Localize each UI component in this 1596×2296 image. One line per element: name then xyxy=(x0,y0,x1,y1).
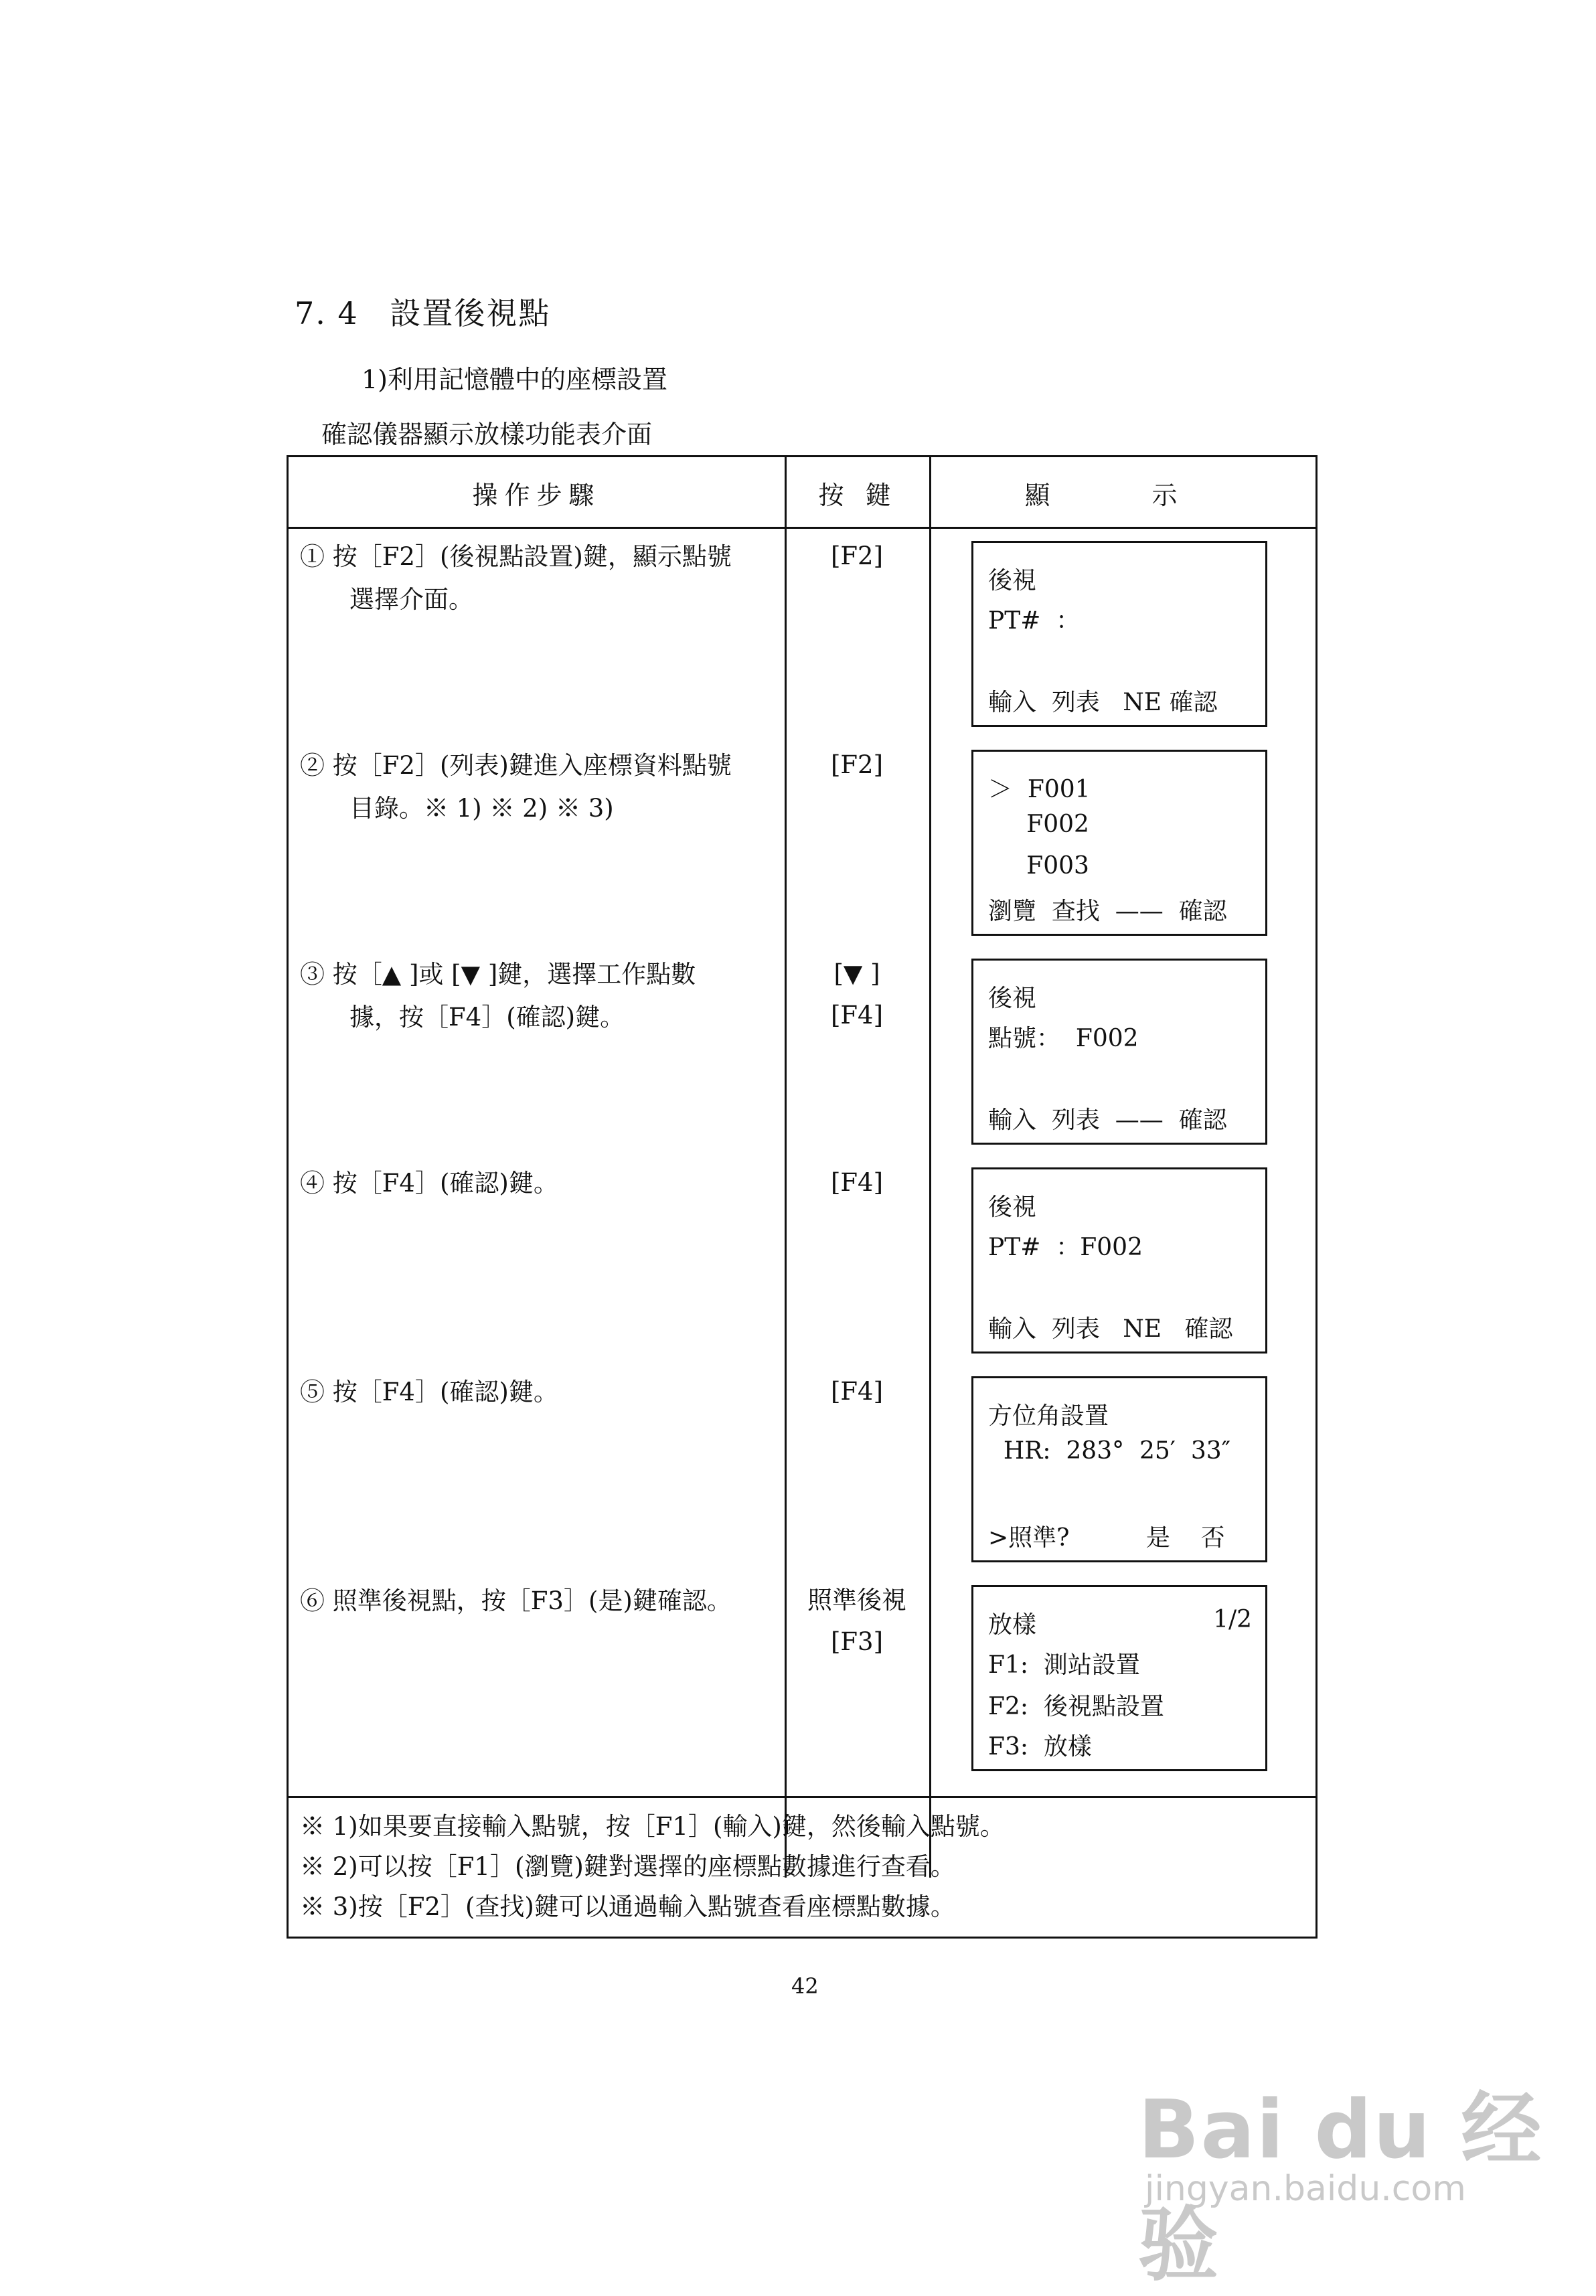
key-label: [F4] xyxy=(830,1377,884,1406)
display-line-text: PT# ：F002 xyxy=(988,1234,1143,1261)
note-3: ※ 3)按［F2］(查找)鍵可以通過輸入點號查看座標點數據。 xyxy=(300,1892,955,1921)
display-line xyxy=(988,1728,1252,1762)
display-line-text: F2: 後視點設置 xyxy=(988,1693,1164,1720)
step-text: ① 按［F2］(後視點設置)鍵，顯示點號 xyxy=(300,542,732,571)
section-heading: 設置後視點 xyxy=(390,295,551,331)
step-text: ④ 按［F4］(確認)鍵。 xyxy=(300,1169,558,1198)
note-2: ※ 2)可以按［F1］(瀏覽)鍵對選擇的座標點數據進行查看。 xyxy=(300,1852,955,1881)
display-line-text: >照準? 是 否 xyxy=(988,1524,1225,1552)
display-line xyxy=(988,562,1252,596)
display-line-text: F3: 放樣 xyxy=(988,1733,1092,1760)
step-text: 據，按［F4］(確認)鍵。 xyxy=(349,1003,625,1032)
header-keys: 按 鍵 xyxy=(818,481,898,510)
display-line-text: 點號： F002 xyxy=(988,1025,1139,1052)
display-line-text: F1: 測站設置 xyxy=(988,1651,1140,1679)
display-page-indicator: 1/2 xyxy=(1213,1606,1252,1633)
display-line xyxy=(988,1646,1252,1680)
display-line-text: F003 xyxy=(988,852,1089,880)
display-line xyxy=(988,1310,1252,1344)
display-line xyxy=(988,852,1252,880)
step-text: ⑥ 照準後視點，按［F3］(是)鍵確認。 xyxy=(300,1586,732,1615)
display-line xyxy=(988,1019,1252,1054)
display-line xyxy=(988,1188,1252,1222)
header-operation: 操作步驟 xyxy=(472,481,601,510)
display-line xyxy=(988,1519,1252,1553)
display-line-text: HR: 283° 25′ 33″ xyxy=(988,1437,1231,1465)
key-label: [F4] xyxy=(830,1001,884,1030)
display-line xyxy=(988,1228,1252,1262)
key-label: 照準後視 xyxy=(807,1586,906,1615)
display-line-text: 輸入 列表 —— 確認 xyxy=(988,1106,1227,1134)
section-title xyxy=(295,289,550,333)
display-line-text: 方位角設置 xyxy=(988,1402,1109,1430)
display-line xyxy=(988,770,1252,805)
key-label: [F4] xyxy=(830,1168,884,1197)
display-line xyxy=(988,1397,1252,1431)
display-line xyxy=(988,1688,1252,1722)
watermark-url: jingyan.baidu.com xyxy=(1145,2169,1466,2209)
display-line xyxy=(988,1437,1252,1465)
display-screen xyxy=(971,541,1267,727)
subtitle: 1)利用記憶體中的座標設置 xyxy=(362,365,668,394)
display-screen xyxy=(971,1167,1267,1354)
key-label: [F2] xyxy=(830,750,884,779)
display-screen xyxy=(971,1376,1267,1562)
display-screen xyxy=(971,750,1267,936)
section-number: 7. 4 xyxy=(295,295,359,331)
display-line-text: 放樣 xyxy=(988,1611,1037,1639)
column-divider xyxy=(929,457,931,1878)
note-1: ※ 1)如果要直接輸入點號，按［F1］(輸入)鍵，然後輸入點號。 xyxy=(300,1812,1005,1841)
display-line-text: 輸入 列表 NE 確認 xyxy=(988,689,1218,716)
watermark-brand: Bai du 经验 xyxy=(1138,2084,1543,2292)
display-line xyxy=(988,811,1252,838)
display-line xyxy=(988,1101,1252,1135)
display-line xyxy=(988,892,1252,926)
baidu-watermark xyxy=(1138,2028,1567,2292)
display-line-text: 瀏覽 查找 —— 確認 xyxy=(988,898,1227,925)
display-line-text: PT# ： xyxy=(988,607,1081,635)
display-screen xyxy=(971,1585,1267,1771)
display-line-text: 後視 xyxy=(988,985,1037,1012)
display-line-text: 後視 xyxy=(988,1194,1037,1221)
step-text: ③ 按［▲ ]或 [▼ ]鍵，選擇工作點數 xyxy=(300,960,696,989)
display-screen xyxy=(971,959,1267,1145)
intro-text: 確認儀器顯示放樣功能表介面 xyxy=(321,420,653,449)
display-line-text: ＞ F001 xyxy=(988,776,1091,803)
header-display: 顯 示 xyxy=(1024,481,1224,510)
key-label: [▼ ] xyxy=(833,959,880,988)
page-number: 42 xyxy=(791,1973,819,1999)
display-line xyxy=(988,602,1252,636)
notes-divider xyxy=(289,1796,1315,1798)
step-text: ⑤ 按［F4］(確認)鍵。 xyxy=(300,1378,558,1406)
key-label: [F2] xyxy=(830,542,884,570)
step-text: 選擇介面。 xyxy=(349,585,473,614)
step-text: ② 按［F2］(列表)鍵進入座標資料點號 xyxy=(300,751,732,780)
display-line-text: 輸入 列表 NE 確認 xyxy=(988,1315,1233,1343)
display-line-text: F002 xyxy=(988,811,1089,838)
step-text: 目錄。※ 1) ※ 2) ※ 3) xyxy=(349,794,614,823)
display-line-text: 後視 xyxy=(988,567,1037,594)
display-line xyxy=(988,683,1252,718)
header-divider xyxy=(289,527,1315,529)
display-line xyxy=(988,1606,1252,1640)
display-line xyxy=(988,979,1252,1013)
key-label: [F3] xyxy=(830,1627,884,1656)
